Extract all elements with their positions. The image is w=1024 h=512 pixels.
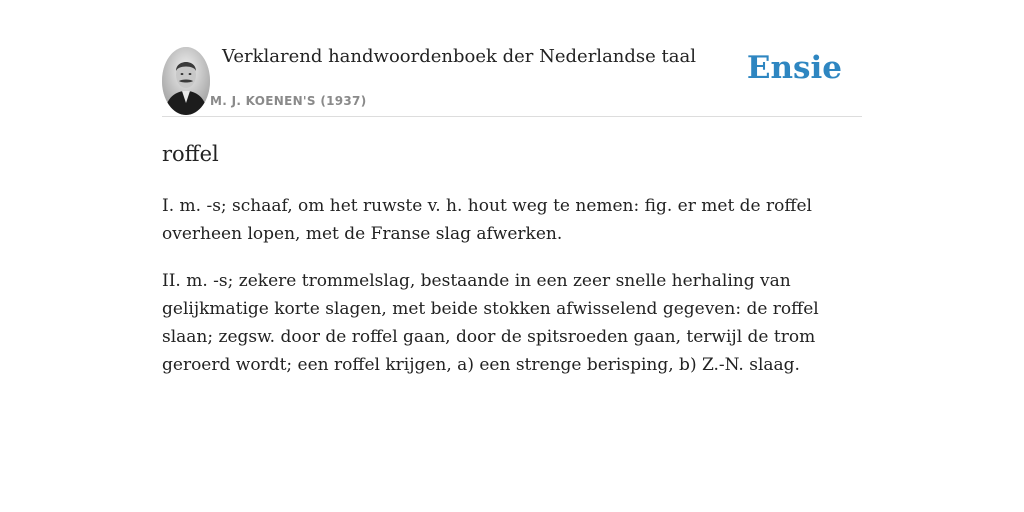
dictionary-author: M. J. KOENEN'S (1937) xyxy=(210,94,367,108)
dictionary-entry xyxy=(162,140,862,398)
definition-2: II. m. -s; zekere trommelslag, bestaande in een zeer snelle herhaling van gelijkmatige korte slagen, met beide stokken afwisselend gegeven: de roffel slaan; zegsw. door de roffel gaan, door de spitsroeden gaan, terwijl de trom geroerd wordt; een roffel krijgen, a) een strenge berisping, b) Z.-N. slaag. xyxy=(162,271,819,375)
author-portrait-icon xyxy=(162,47,210,115)
headword: roffel xyxy=(162,142,219,166)
ensie-logo-link[interactable]: Ensie xyxy=(746,50,842,86)
dictionary-header xyxy=(162,44,862,117)
definition-1: I. m. -s; schaaf, om het ruwste v. h. hout weg te nemen: fig. er met de roffel overheen lopen, met de Franse slag afwerken. xyxy=(162,196,812,244)
dictionary-title: Verklarend handwoordenboek der Nederlandse taal xyxy=(222,46,696,67)
